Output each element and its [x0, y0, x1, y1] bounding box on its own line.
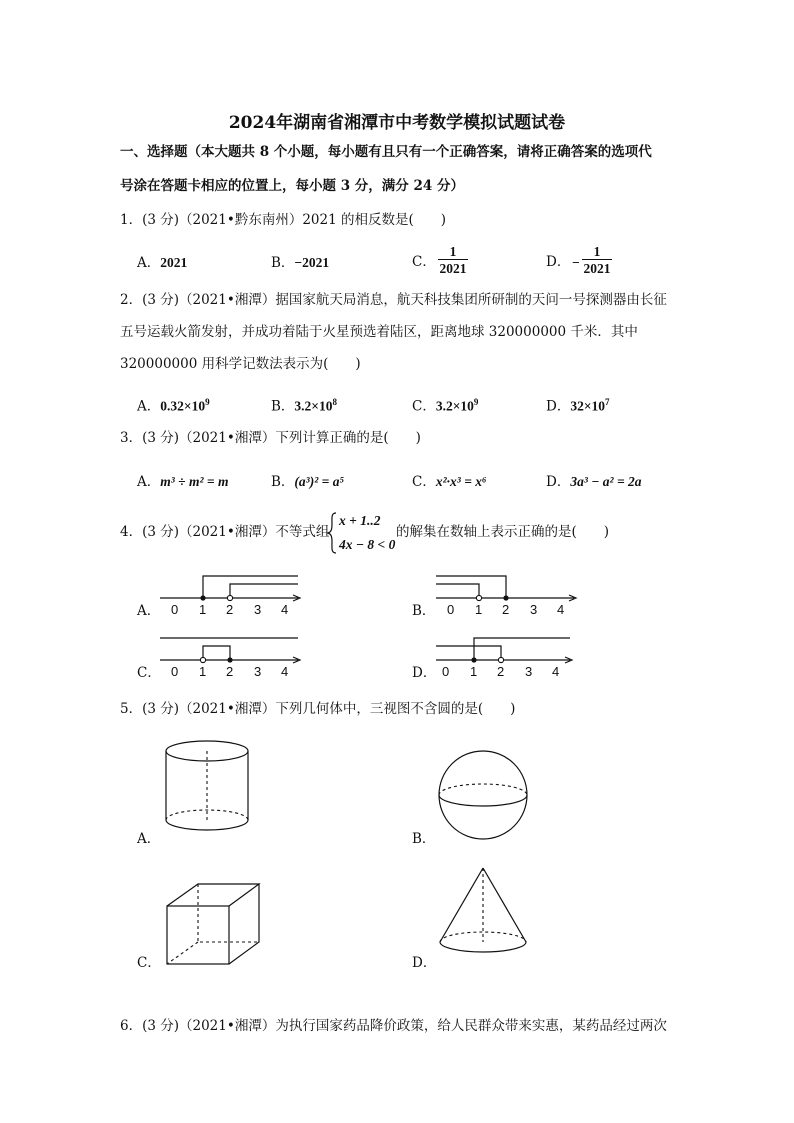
q5-cylinder-figure — [160, 738, 260, 838]
option-label: A． — [137, 398, 161, 415]
option-label: B． — [271, 255, 295, 271]
option-value: 3.2×10 — [294, 398, 333, 414]
q5-option-b-label: B． — [412, 831, 436, 847]
tick-label: 0 — [447, 602, 455, 617]
option-value: −2021 — [294, 255, 330, 270]
tick-label: 0 — [171, 664, 179, 679]
solution-bracket-1 — [203, 576, 298, 598]
q5-cone-figure — [436, 866, 536, 966]
q1-option-d-sign: − — [572, 255, 580, 270]
open-point — [498, 657, 503, 662]
closed-point — [227, 657, 232, 662]
q2-option-c — [412, 398, 478, 414]
q1-option-c-fraction — [438, 244, 468, 277]
q2-line1: 2．(3 分)（2021•湘潭）据国家航天局消息，航天科技集团所研制的天问一号探测器由长征 — [120, 292, 667, 308]
option-label: C． — [412, 474, 436, 490]
exponent: 9 — [473, 397, 479, 407]
q1-option-b — [271, 256, 329, 271]
open-point — [200, 657, 205, 662]
q5-option-d-label: D． — [412, 955, 437, 971]
tick-label: 3 — [525, 664, 533, 679]
option-label: A． — [137, 255, 161, 271]
q3-option-c — [412, 475, 487, 490]
q3-option-d — [546, 475, 642, 490]
option-label: C． — [412, 398, 436, 415]
option-label: D． — [546, 474, 571, 490]
tick-label: 1 — [470, 664, 478, 679]
solution-bracket-1 — [436, 576, 506, 598]
numerator: 1 — [449, 244, 457, 259]
option-value: x²·x³ = x⁶ — [435, 474, 487, 489]
tick-label: 4 — [281, 602, 289, 617]
closed-point — [471, 657, 476, 662]
section-heading-line2: 号涂在答题卡相应的位置上，每小题 3 分，满分 24 分） — [120, 178, 464, 194]
option-label: B． — [271, 474, 295, 490]
q5-stem: 5．(3 分)（2021•湘潭）下列几何体中，三视图不含圆的是( ) — [120, 701, 516, 717]
q1-option-c-label: C． — [412, 254, 436, 270]
q4-system-brace — [327, 512, 337, 554]
denominator: 2021 — [439, 261, 467, 276]
option-value: 32×10 — [570, 398, 606, 414]
q4-stem-post: 的解集在数轴上表示正确的是( ) — [396, 524, 610, 540]
tick-label: 1 — [199, 602, 207, 617]
q4-option-a-label: A． — [137, 603, 161, 619]
q4-option-d-number-line — [436, 634, 586, 684]
open-point — [227, 595, 232, 600]
option-value: 3a³ − a² = 2a — [570, 474, 642, 489]
q4-option-b-label: B． — [412, 603, 436, 619]
open-point — [476, 595, 481, 600]
tick-label: 2 — [497, 664, 505, 679]
q5-option-a-label: A． — [137, 831, 161, 847]
solution-bracket-2 — [436, 646, 501, 660]
tick-label: 4 — [552, 664, 560, 679]
q4-option-c-number-line — [160, 634, 310, 684]
tick-label: 3 — [254, 664, 262, 679]
solution-bracket-2 — [230, 584, 298, 598]
section-heading-line1: 一、选择题（本大题共 8 个小题，每小题有且只有一个正确答案，请将正确答案的选项代 — [120, 144, 652, 160]
q4-option-d-label: D． — [412, 665, 437, 681]
solution-bracket-1 — [474, 638, 570, 660]
tick-label: 2 — [226, 664, 234, 679]
q2-line2: 五号运载火箭发射，并成功着陆于火星预选着陆区，距离地球 320000000 千米．其中 — [120, 324, 638, 340]
q1-stem: 1．(3 分)（2021•黔东南州）2021 的相反数是( ) — [120, 212, 447, 228]
q4-option-b-number-line — [436, 572, 586, 622]
q3-option-a — [137, 475, 228, 490]
option-value: 3.2×10 — [435, 398, 474, 414]
q2-option-d — [546, 398, 610, 414]
tick-label: 2 — [502, 602, 510, 617]
solution-bracket-2 — [203, 646, 230, 660]
closed-point — [503, 595, 508, 600]
option-label: D． — [546, 398, 571, 415]
tick-label: 1 — [199, 664, 207, 679]
exponent: 7 — [605, 397, 610, 407]
tick-label: 3 — [254, 602, 262, 617]
q2-line3: 320000000 用科学记数法表示为( ) — [120, 356, 361, 372]
q5-sphere-figure — [436, 748, 536, 848]
q2-option-a — [137, 398, 210, 414]
q3-stem: 3．(3 分)（2021•湘潭）下列计算正确的是( ) — [120, 430, 421, 446]
tick-label: 4 — [557, 602, 565, 617]
option-value: 0.32×10 — [160, 398, 206, 414]
tick-label: 0 — [442, 664, 450, 679]
option-value: m³ ÷ m² = m — [160, 474, 229, 489]
q4-inequality-2: 4x − 8 < 0 — [339, 537, 396, 552]
q5-option-c-label: C． — [137, 955, 161, 971]
tick-label: 0 — [171, 602, 179, 617]
option-label: A． — [137, 474, 161, 490]
exponent: 9 — [205, 397, 210, 407]
tick-label: 2 — [226, 602, 234, 617]
tick-label: 4 — [281, 664, 289, 679]
q5-cube-figure — [162, 880, 272, 970]
closed-point — [200, 595, 205, 600]
denominator: 2021 — [583, 261, 611, 276]
option-value: (a³)² = a⁵ — [294, 474, 345, 489]
page-title: 2024年湖南省湘潭市中考数学模拟试题试卷 — [228, 113, 566, 133]
option-label: B． — [271, 398, 295, 415]
q6-line1: 6．(3 分)（2021•湘潭）为执行国家药品降价政策，给人民群众带来实惠，某药品经过两次 — [120, 1018, 667, 1034]
q4-inequality-1: x + 1..2 — [339, 513, 381, 528]
q4-stem-pre: 4．(3 分)（2021•湘潭）不等式组 — [120, 524, 330, 540]
q1-option-d-label: D． — [546, 254, 571, 270]
q1-option-a — [137, 256, 187, 271]
q1-option-d-fraction — [582, 244, 612, 277]
solution-bracket-2 — [436, 584, 479, 598]
q4-option-a-number-line — [160, 572, 310, 622]
q4-option-c-label: C． — [137, 665, 161, 681]
numerator: 1 — [593, 244, 601, 259]
tick-label: 3 — [530, 602, 538, 617]
option-value: 2021 — [160, 255, 188, 270]
q3-option-b — [271, 475, 344, 490]
exponent: 8 — [332, 397, 337, 407]
tick-label: 1 — [475, 602, 483, 617]
q2-option-b — [271, 398, 337, 414]
